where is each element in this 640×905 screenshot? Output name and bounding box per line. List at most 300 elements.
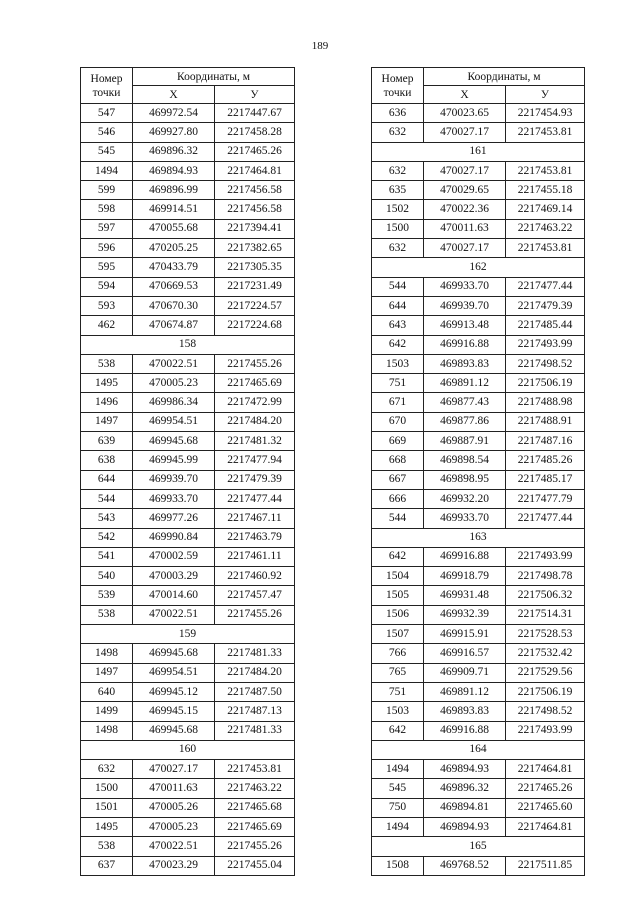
table-row xyxy=(81,354,295,373)
table-row xyxy=(372,200,585,219)
y-coordinate-cell: 2217479.39 xyxy=(506,296,585,315)
y-coordinate-cell: 2217455.26 xyxy=(215,837,295,856)
y-coordinate-cell: 2217477.94 xyxy=(215,451,295,470)
x-coordinate-cell: 469990.84 xyxy=(133,528,215,547)
x-coordinate-cell: 469933.70 xyxy=(424,509,506,528)
y-coordinate-cell: 2217453.81 xyxy=(506,123,585,142)
point-number-cell: 1504 xyxy=(372,567,424,586)
y-coordinate-cell: 2217453.81 xyxy=(215,760,295,779)
y-coordinate-cell: 2217454.93 xyxy=(506,104,585,123)
section-row xyxy=(372,528,585,547)
point-number-cell: 642 xyxy=(372,335,424,354)
section-row xyxy=(372,740,585,759)
table-row xyxy=(372,779,585,798)
section-row xyxy=(81,625,295,644)
x-coordinate-cell: 469898.95 xyxy=(424,470,506,489)
x-coordinate-cell: 469896.32 xyxy=(424,779,506,798)
y-coordinate-cell: 2217463.79 xyxy=(215,528,295,547)
y-coordinate-cell: 2217458.28 xyxy=(215,123,295,142)
table-row xyxy=(81,567,295,586)
y-coordinate-cell: 2217472.99 xyxy=(215,393,295,412)
point-number-cell: 671 xyxy=(372,393,424,412)
table-row xyxy=(81,837,295,856)
y-coordinate-cell: 2217506.32 xyxy=(506,586,585,605)
x-coordinate-cell: 470014.60 xyxy=(133,586,215,605)
point-number-cell: 766 xyxy=(372,644,424,663)
y-coordinate-cell: 2217514.31 xyxy=(506,605,585,624)
point-number-cell: 638 xyxy=(81,451,133,470)
table-row xyxy=(372,509,585,528)
section-number: 158 xyxy=(81,335,295,354)
x-coordinate-cell: 470023.65 xyxy=(424,104,506,123)
y-coordinate-cell: 2217532.42 xyxy=(506,644,585,663)
point-number-cell: 636 xyxy=(372,104,424,123)
point-number-cell: 543 xyxy=(81,509,133,528)
x-coordinate-cell: 470027.17 xyxy=(424,239,506,258)
y-coordinate-cell: 2217481.33 xyxy=(215,644,295,663)
table-row xyxy=(372,682,585,701)
table-row xyxy=(81,258,295,277)
x-coordinate-cell: 469894.93 xyxy=(424,760,506,779)
table-row xyxy=(81,239,295,258)
section-row xyxy=(81,740,295,759)
x-coordinate-cell: 469877.43 xyxy=(424,393,506,412)
table-row xyxy=(372,374,585,393)
table-row xyxy=(81,432,295,451)
y-coordinate-cell: 2217453.81 xyxy=(506,161,585,180)
table-row xyxy=(81,296,295,315)
x-coordinate-cell: 469913.48 xyxy=(424,316,506,335)
x-coordinate-cell: 469945.12 xyxy=(133,682,215,701)
table-row xyxy=(372,432,585,451)
x-coordinate-cell: 470022.51 xyxy=(133,354,215,373)
table-row xyxy=(372,817,585,836)
point-number-cell: 545 xyxy=(372,779,424,798)
point-number-cell: 544 xyxy=(81,489,133,508)
y-coordinate-cell: 2217460.92 xyxy=(215,567,295,586)
coordinates-header: Координаты, м xyxy=(424,68,585,86)
x-coordinate-cell: 470003.29 xyxy=(133,567,215,586)
y-coordinate-cell: 2217498.52 xyxy=(506,354,585,373)
x-coordinate-cell: 469768.52 xyxy=(424,856,506,875)
y-coordinate-cell: 2217455.18 xyxy=(506,181,585,200)
table-row xyxy=(372,547,585,566)
x-coordinate-cell: 469916.88 xyxy=(424,721,506,740)
x-coordinate-cell: 469916.88 xyxy=(424,335,506,354)
x-coordinate-cell: 469932.39 xyxy=(424,605,506,624)
table-row xyxy=(372,277,585,296)
y-header: У xyxy=(215,86,295,104)
table-row xyxy=(81,451,295,470)
point-number-cell: 644 xyxy=(81,470,133,489)
point-number-cell: 670 xyxy=(372,412,424,431)
table-row xyxy=(372,161,585,180)
x-coordinate-cell: 469894.93 xyxy=(424,817,506,836)
y-coordinate-cell: 2217464.81 xyxy=(215,161,295,180)
y-coordinate-cell: 2217498.78 xyxy=(506,567,585,586)
point-number-cell: 1497 xyxy=(81,663,133,682)
table-row xyxy=(372,702,585,721)
table-row xyxy=(372,239,585,258)
x-coordinate-cell: 469927.80 xyxy=(133,123,215,142)
point-number-cell: 1508 xyxy=(372,856,424,875)
y-coordinate-cell: 2217456.58 xyxy=(215,181,295,200)
table-body xyxy=(81,104,295,876)
y-coordinate-cell: 2217465.26 xyxy=(215,142,295,161)
point-number-cell: 644 xyxy=(372,296,424,315)
y-coordinate-cell: 2217382.65 xyxy=(215,239,295,258)
table-row xyxy=(81,605,295,624)
x-coordinate-cell: 469932.20 xyxy=(424,489,506,508)
x-coordinate-cell: 469891.12 xyxy=(424,682,506,701)
x-coordinate-cell: 469891.12 xyxy=(424,374,506,393)
x-coordinate-cell: 469918.79 xyxy=(424,567,506,586)
x-coordinate-cell: 470005.23 xyxy=(133,374,215,393)
x-coordinate-cell: 469954.51 xyxy=(133,412,215,431)
point-number-cell: 538 xyxy=(81,837,133,856)
table-row xyxy=(372,393,585,412)
point-number-cell: 462 xyxy=(81,316,133,335)
table-row xyxy=(372,605,585,624)
coordinates-header: Координаты, м xyxy=(133,68,295,86)
point-number-cell: 643 xyxy=(372,316,424,335)
y-coordinate-cell: 2217506.19 xyxy=(506,682,585,701)
point-number-cell: 1502 xyxy=(372,200,424,219)
x-coordinate-cell: 469945.68 xyxy=(133,644,215,663)
table-row xyxy=(372,798,585,817)
x-coordinate-cell: 469945.15 xyxy=(133,702,215,721)
point-number-cell: 1494 xyxy=(81,161,133,180)
y-coordinate-cell: 2217461.11 xyxy=(215,547,295,566)
x-coordinate-cell: 469986.34 xyxy=(133,393,215,412)
point-header-line1: Номер xyxy=(90,72,123,85)
point-number-cell: 1505 xyxy=(372,586,424,605)
point-number-cell: 750 xyxy=(372,798,424,817)
y-coordinate-cell: 2217464.81 xyxy=(506,817,585,836)
table-row xyxy=(372,181,585,200)
section-number: 163 xyxy=(372,528,585,547)
section-number: 160 xyxy=(81,740,295,759)
point-number-cell: 1501 xyxy=(81,798,133,817)
table-row xyxy=(81,760,295,779)
point-number-cell: 1503 xyxy=(372,702,424,721)
y-coordinate-cell: 2217485.17 xyxy=(506,470,585,489)
point-number-header xyxy=(372,68,424,104)
y-coordinate-cell: 2217464.81 xyxy=(506,760,585,779)
section-row xyxy=(81,335,295,354)
point-number-cell: 632 xyxy=(372,123,424,142)
x-coordinate-cell: 470674.87 xyxy=(133,316,215,335)
table-header xyxy=(81,68,295,104)
table-row xyxy=(372,625,585,644)
table-row xyxy=(81,316,295,335)
point-number-cell: 538 xyxy=(81,605,133,624)
y-coordinate-cell: 2217493.99 xyxy=(506,547,585,566)
y-coordinate-cell: 2217465.60 xyxy=(506,798,585,817)
point-number-cell: 597 xyxy=(81,219,133,238)
y-coordinate-cell: 2217305.35 xyxy=(215,258,295,277)
x-coordinate-cell: 470023.29 xyxy=(133,856,215,875)
y-coordinate-cell: 2217529.56 xyxy=(506,663,585,682)
x-coordinate-cell: 469933.70 xyxy=(424,277,506,296)
point-number-cell: 640 xyxy=(81,682,133,701)
table-row xyxy=(81,489,295,508)
x-header: X xyxy=(133,86,215,104)
point-number-cell: 540 xyxy=(81,567,133,586)
point-number-cell: 635 xyxy=(372,181,424,200)
y-coordinate-cell: 2217465.69 xyxy=(215,817,295,836)
x-coordinate-cell: 469931.48 xyxy=(424,586,506,605)
y-header: У xyxy=(506,86,585,104)
table-row xyxy=(81,219,295,238)
x-coordinate-cell: 470011.63 xyxy=(424,219,506,238)
point-number-cell: 1494 xyxy=(372,760,424,779)
x-coordinate-cell: 470205.25 xyxy=(133,239,215,258)
table-row xyxy=(372,296,585,315)
table-row xyxy=(81,123,295,142)
y-coordinate-cell: 2217487.16 xyxy=(506,432,585,451)
y-coordinate-cell: 2217455.26 xyxy=(215,605,295,624)
point-number-cell: 1498 xyxy=(81,644,133,663)
point-number-cell: 1495 xyxy=(81,374,133,393)
page-number: 189 xyxy=(311,40,329,52)
table-row xyxy=(81,798,295,817)
point-number-cell: 1497 xyxy=(81,412,133,431)
y-coordinate-cell: 2217463.22 xyxy=(506,219,585,238)
y-coordinate-cell: 2217479.39 xyxy=(215,470,295,489)
y-coordinate-cell: 2217463.22 xyxy=(215,779,295,798)
table-row xyxy=(81,702,295,721)
point-number-cell: 542 xyxy=(81,528,133,547)
y-coordinate-cell: 2217394.41 xyxy=(215,219,295,238)
table-body xyxy=(372,104,585,876)
table-row xyxy=(372,451,585,470)
x-coordinate-cell: 469887.91 xyxy=(424,432,506,451)
table-row xyxy=(81,644,295,663)
x-coordinate-cell: 469914.51 xyxy=(133,200,215,219)
point-number-cell: 547 xyxy=(81,104,133,123)
y-coordinate-cell: 2217477.44 xyxy=(506,509,585,528)
table-row xyxy=(81,393,295,412)
section-row xyxy=(372,142,585,161)
section-row xyxy=(372,837,585,856)
point-number-cell: 751 xyxy=(372,682,424,701)
y-coordinate-cell: 2217488.98 xyxy=(506,393,585,412)
coordinates-table-left xyxy=(80,67,295,876)
section-number: 159 xyxy=(81,625,295,644)
point-number-cell: 595 xyxy=(81,258,133,277)
point-number-cell: 751 xyxy=(372,374,424,393)
point-number-cell: 765 xyxy=(372,663,424,682)
table-row xyxy=(372,335,585,354)
x-coordinate-cell: 470027.17 xyxy=(424,161,506,180)
x-coordinate-cell: 469915.91 xyxy=(424,625,506,644)
x-coordinate-cell: 469939.70 xyxy=(133,470,215,489)
y-coordinate-cell: 2217469.14 xyxy=(506,200,585,219)
y-coordinate-cell: 2217528.53 xyxy=(506,625,585,644)
x-coordinate-cell: 470055.68 xyxy=(133,219,215,238)
y-coordinate-cell: 2217477.44 xyxy=(215,489,295,508)
table-row xyxy=(81,509,295,528)
point-number-cell: 669 xyxy=(372,432,424,451)
table-row xyxy=(81,817,295,836)
point-header-line2: точки xyxy=(92,86,121,99)
y-coordinate-cell: 2217453.81 xyxy=(506,239,585,258)
y-coordinate-cell: 2217465.69 xyxy=(215,374,295,393)
table-row xyxy=(81,470,295,489)
table-row xyxy=(81,528,295,547)
table-row xyxy=(372,316,585,335)
point-number-cell: 1498 xyxy=(81,721,133,740)
y-coordinate-cell: 2217447.67 xyxy=(215,104,295,123)
point-number-cell: 545 xyxy=(81,142,133,161)
y-coordinate-cell: 2217465.26 xyxy=(506,779,585,798)
point-number-header xyxy=(81,68,133,104)
x-coordinate-cell: 469945.99 xyxy=(133,451,215,470)
coordinates-table-right xyxy=(371,67,585,876)
x-coordinate-cell: 469977.26 xyxy=(133,509,215,528)
point-number-cell: 594 xyxy=(81,277,133,296)
y-coordinate-cell: 2217485.44 xyxy=(506,316,585,335)
table-row xyxy=(372,354,585,373)
point-number-cell: 666 xyxy=(372,489,424,508)
table-row xyxy=(81,586,295,605)
point-number-cell: 632 xyxy=(81,760,133,779)
y-coordinate-cell: 2217481.32 xyxy=(215,432,295,451)
point-number-cell: 596 xyxy=(81,239,133,258)
table-row xyxy=(372,489,585,508)
x-coordinate-cell: 469893.83 xyxy=(424,702,506,721)
x-coordinate-cell: 470005.26 xyxy=(133,798,215,817)
y-coordinate-cell: 2217467.11 xyxy=(215,509,295,528)
point-number-cell: 546 xyxy=(81,123,133,142)
y-coordinate-cell: 2217224.68 xyxy=(215,316,295,335)
x-coordinate-cell: 470002.59 xyxy=(133,547,215,566)
x-coordinate-cell: 469877.86 xyxy=(424,412,506,431)
point-number-cell: 544 xyxy=(372,509,424,528)
table-row xyxy=(81,547,295,566)
x-coordinate-cell: 469894.93 xyxy=(133,161,215,180)
table-row xyxy=(372,412,585,431)
x-coordinate-cell: 470022.36 xyxy=(424,200,506,219)
y-coordinate-cell: 2217477.44 xyxy=(506,277,585,296)
section-number: 164 xyxy=(372,740,585,759)
x-coordinate-cell: 470433.79 xyxy=(133,258,215,277)
point-number-cell: 632 xyxy=(372,161,424,180)
y-coordinate-cell: 2217485.26 xyxy=(506,451,585,470)
point-number-cell: 1503 xyxy=(372,354,424,373)
x-coordinate-cell: 470005.23 xyxy=(133,817,215,836)
x-coordinate-cell: 469916.88 xyxy=(424,547,506,566)
y-coordinate-cell: 2217493.99 xyxy=(506,335,585,354)
point-number-cell: 1500 xyxy=(372,219,424,238)
x-coordinate-cell: 469898.54 xyxy=(424,451,506,470)
section-number: 165 xyxy=(372,837,585,856)
table-row xyxy=(81,277,295,296)
table-row xyxy=(81,161,295,180)
table-row xyxy=(81,663,295,682)
y-coordinate-cell: 2217465.68 xyxy=(215,798,295,817)
x-coordinate-cell: 470029.65 xyxy=(424,181,506,200)
table-row xyxy=(372,219,585,238)
table-header xyxy=(372,68,585,104)
point-number-cell: 598 xyxy=(81,200,133,219)
x-coordinate-cell: 470027.17 xyxy=(424,123,506,142)
x-coordinate-cell: 469909.71 xyxy=(424,663,506,682)
point-number-cell: 1499 xyxy=(81,702,133,721)
x-coordinate-cell: 469894.81 xyxy=(424,798,506,817)
table-row xyxy=(372,760,585,779)
table-row xyxy=(372,470,585,489)
point-number-cell: 1500 xyxy=(81,779,133,798)
point-number-cell: 1495 xyxy=(81,817,133,836)
x-coordinate-cell: 469972.54 xyxy=(133,104,215,123)
x-coordinate-cell: 469933.70 xyxy=(133,489,215,508)
x-coordinate-cell: 470011.63 xyxy=(133,779,215,798)
x-coordinate-cell: 469945.68 xyxy=(133,432,215,451)
point-number-cell: 1496 xyxy=(81,393,133,412)
point-number-cell: 637 xyxy=(81,856,133,875)
table-row xyxy=(81,779,295,798)
y-coordinate-cell: 2217498.52 xyxy=(506,702,585,721)
x-coordinate-cell: 470022.51 xyxy=(133,605,215,624)
x-coordinate-cell: 470022.51 xyxy=(133,837,215,856)
point-number-cell: 599 xyxy=(81,181,133,200)
y-coordinate-cell: 2217511.85 xyxy=(506,856,585,875)
table-row xyxy=(81,682,295,701)
table-row xyxy=(372,644,585,663)
point-number-cell: 541 xyxy=(81,547,133,566)
x-coordinate-cell: 470670.30 xyxy=(133,296,215,315)
y-coordinate-cell: 2217456.58 xyxy=(215,200,295,219)
point-number-cell: 538 xyxy=(81,354,133,373)
point-number-cell: 642 xyxy=(372,721,424,740)
point-header-line2: точки xyxy=(383,86,412,99)
y-coordinate-cell: 2217477.79 xyxy=(506,489,585,508)
point-number-cell: 593 xyxy=(81,296,133,315)
y-coordinate-cell: 2217481.33 xyxy=(215,721,295,740)
y-coordinate-cell: 2217493.99 xyxy=(506,721,585,740)
table-row xyxy=(372,123,585,142)
x-coordinate-cell: 469893.83 xyxy=(424,354,506,373)
table-row xyxy=(81,142,295,161)
table-row xyxy=(81,721,295,740)
y-coordinate-cell: 2217488.91 xyxy=(506,412,585,431)
section-row xyxy=(372,258,585,277)
table-row xyxy=(372,721,585,740)
y-coordinate-cell: 2217484.20 xyxy=(215,412,295,431)
table-row xyxy=(372,567,585,586)
point-number-cell: 667 xyxy=(372,470,424,489)
x-coordinate-cell: 469896.99 xyxy=(133,181,215,200)
x-coordinate-cell: 469945.68 xyxy=(133,721,215,740)
y-coordinate-cell: 2217487.50 xyxy=(215,682,295,701)
x-coordinate-cell: 469954.51 xyxy=(133,663,215,682)
table-row xyxy=(372,856,585,875)
point-number-cell: 1506 xyxy=(372,605,424,624)
y-coordinate-cell: 2217484.20 xyxy=(215,663,295,682)
point-number-cell: 668 xyxy=(372,451,424,470)
x-coordinate-cell: 469896.32 xyxy=(133,142,215,161)
table-row xyxy=(81,412,295,431)
table-row xyxy=(81,200,295,219)
point-number-cell: 632 xyxy=(372,239,424,258)
point-number-cell: 1494 xyxy=(372,817,424,836)
section-number: 161 xyxy=(372,142,585,161)
y-coordinate-cell: 2217506.19 xyxy=(506,374,585,393)
y-coordinate-cell: 2217455.04 xyxy=(215,856,295,875)
y-coordinate-cell: 2217457.47 xyxy=(215,586,295,605)
